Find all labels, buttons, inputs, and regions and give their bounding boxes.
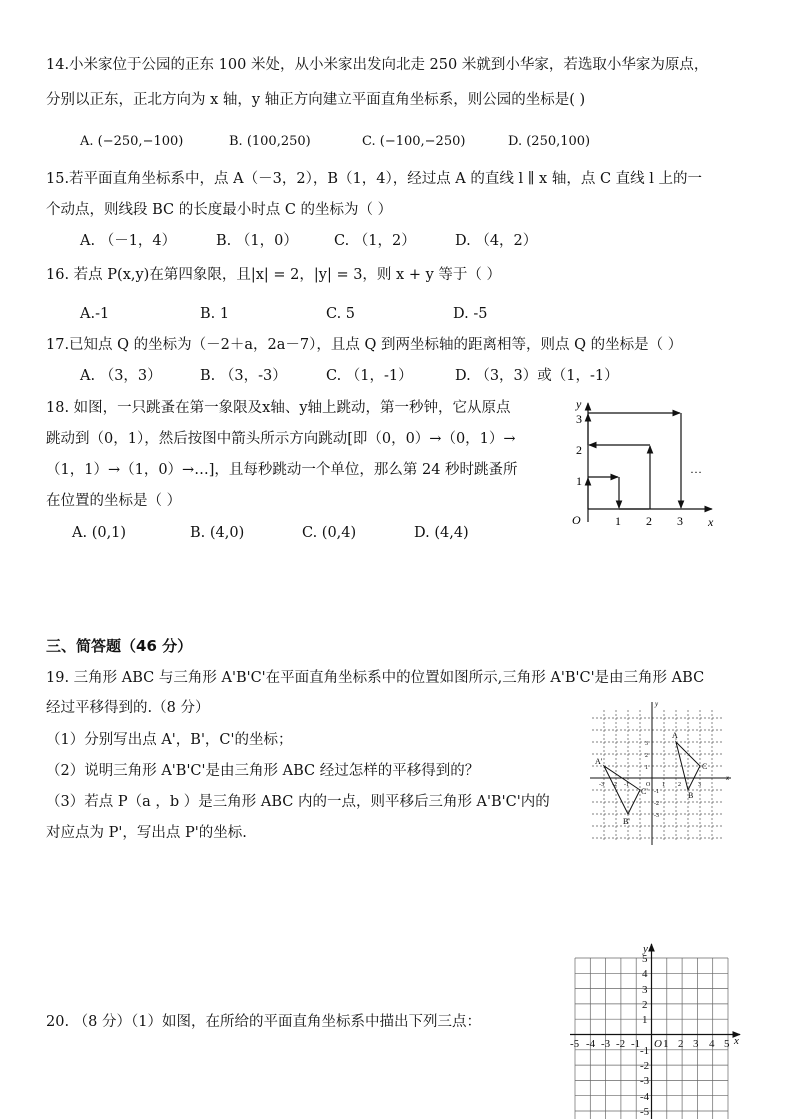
q19-label-b: B — [688, 791, 694, 800]
q16-option-d: D. -5 — [453, 306, 488, 322]
q15-option-d: D. （4，2） — [455, 233, 538, 249]
q19-y-label: y — [655, 700, 659, 708]
q20-coordinate-grid — [570, 944, 750, 1119]
q19-sub3a: （3）若点 P（a ，b ）是三角形 ABC 内的一点，则平移后三角形 A'B'C'内的 — [46, 794, 550, 810]
q19-x-tick-1: 1 — [662, 782, 665, 788]
q20-x-tick-m3: -3 — [601, 1038, 611, 1050]
q20-x-tick-m1: -1 — [631, 1038, 641, 1050]
q20-y-tick-1: 1 — [642, 1014, 648, 1026]
q15-option-a: A. （－1，4） — [80, 233, 177, 249]
q19-sub3b: 对应点为 P'，写出点 P'的坐标. — [46, 825, 247, 841]
q20-y-label: y — [643, 943, 648, 955]
q14-text-line1: 14.小米家位于公园的正东 100 米处，从小米家出发向北走 250 米就到小华家，若选取小华家为原点， — [46, 57, 709, 73]
q18-y-tick-1: 1 — [576, 474, 582, 488]
q19-y-tick-m3: -3 — [654, 813, 659, 819]
q18-option-d: D. (4,4) — [414, 525, 469, 541]
q16-option-a: A.-1 — [80, 306, 110, 322]
q17-option-d: D. （3，3）或（1，-1） — [455, 368, 619, 384]
q19-x-label: x — [726, 774, 730, 782]
q14-option-a: A. (−250,−100) — [80, 134, 184, 149]
q14-text-line2: 分别以正东，正北方向为 x 轴，y 轴正方向建立平面直角坐标系，则公园的坐标是( ) — [46, 92, 586, 108]
q19-x-tick-m2: -2 — [612, 782, 617, 788]
q19-x-tick-3: 3 — [698, 782, 701, 788]
q19-y-tick-3: 3 — [645, 741, 648, 747]
q19-label-b1: B' — [623, 817, 630, 826]
q18-jump-path — [588, 413, 681, 509]
q18-text-line2: 跳动到（0，1），然后按图中箭头所示方向跳动[即（0，0）→（0，1）→ — [46, 431, 516, 447]
q19-y-tick-1: 1 — [645, 765, 648, 771]
q14-option-d: D. (250,100) — [508, 134, 591, 149]
q20-y-tick-5: 5 — [642, 953, 648, 965]
q20-x-tick-m2: -2 — [616, 1038, 626, 1050]
q19-text-line2: 经过平移得到的.（8 分） — [46, 700, 210, 716]
q19-x-tick-2: 2 — [678, 782, 681, 788]
q19-origin: O — [646, 782, 651, 788]
q18-text-line1: 18. 如图，一只跳蚤在第一象限及x轴、y轴上跳动，第一秒钟，它从原点 — [46, 400, 511, 416]
q20-y-tick-m3: -3 — [640, 1075, 650, 1087]
q14-option-b: B. (100,250) — [229, 134, 311, 149]
q15-text-line2: 个动点，则线段 BC 的长度最小时点 C 的坐标为（ ） — [46, 202, 393, 218]
q18-origin-label: O — [572, 513, 581, 527]
q16-option-c: C. 5 — [326, 306, 356, 322]
q18-text-line4: 在位置的坐标是（ ） — [46, 493, 182, 509]
q20-y-tick-2: 2 — [642, 999, 648, 1011]
q19-label-c1: C' — [641, 787, 648, 796]
q20-y-tick-m1: -1 — [640, 1045, 650, 1057]
q20-y-tick-3: 3 — [642, 984, 648, 996]
q19-x-tick-m1: -1 — [624, 782, 629, 788]
q18-x-tick-1: 1 — [615, 514, 621, 528]
q16-text-line1: 16. 若点 P(x,y)在第四象限，且|x| = 2，|y| = 3，则 x + y 等于（ ） — [46, 267, 501, 283]
q19-y-tick-2: 2 — [645, 753, 648, 759]
q18-x-tick-3: 3 — [677, 514, 683, 528]
q18-jump-figure — [560, 397, 730, 532]
q18-ellipsis: … — [690, 462, 702, 476]
q19-y-tick-m1: -1 — [654, 789, 659, 795]
q20-y-tick-m4: -4 — [640, 1091, 650, 1103]
q20-x-tick-5: 5 — [724, 1038, 730, 1050]
q20-x-tick-m5: -5 — [570, 1038, 580, 1050]
q18-y-tick-3: 3 — [576, 412, 582, 426]
q20-x-tick-1: 1 — [663, 1038, 669, 1050]
q20-text-line1: 20. （8 分）（1）如图，在所给的平面直角坐标系中描出下列三点： — [46, 1014, 481, 1030]
section3-heading: 三、简答题（46 分） — [46, 637, 193, 655]
q20-y-tick-m5: -5 — [640, 1106, 650, 1118]
q19-y-tick-m2: -2 — [654, 801, 659, 807]
q20-y-tick-4: 4 — [642, 968, 648, 980]
q18-option-a: A. (0,1) — [72, 525, 127, 541]
q20-origin: O — [654, 1038, 662, 1050]
q20-x-tick-4: 4 — [709, 1038, 715, 1050]
q20-x-tick-m4: -4 — [586, 1038, 596, 1050]
q18-x-tick-2: 2 — [646, 514, 652, 528]
q14-option-c: C. (−100,−250) — [362, 134, 466, 149]
q18-y-label: y — [576, 397, 582, 411]
q20-y-tick-m2: -2 — [640, 1060, 650, 1072]
q17-option-b: B. （3，-3） — [200, 368, 287, 384]
q19-label-c: C — [702, 762, 708, 771]
q16-option-b: B. 1 — [200, 306, 230, 322]
q20-x-tick-3: 3 — [693, 1038, 699, 1050]
q20-x-tick-2: 2 — [678, 1038, 684, 1050]
q18-option-c: C. (0,4) — [302, 525, 357, 541]
q19-x-tick-m3: -3 — [599, 782, 604, 788]
q18-option-b: B. (4,0) — [190, 525, 245, 541]
q19-label-a: A — [672, 731, 678, 740]
q19-grid — [592, 710, 724, 842]
q18-x-label: x — [708, 515, 714, 529]
q19-sub2: （2）说明三角形 A'B'C'是由三角形 ABC 经过怎样的平移得到的？ — [46, 763, 480, 779]
q17-option-c: C. （1，-1） — [326, 368, 413, 384]
q20-x-label: x — [734, 1035, 739, 1047]
q15-option-b: B. （1，0） — [216, 233, 298, 249]
q19-label-a1: A' — [595, 757, 603, 766]
q17-text-line1: 17.已知点 Q 的坐标为（－2＋a，2a－7），且点 Q 到两坐标轴的距离相等，则点 Q 的坐标是（ ） — [46, 337, 683, 353]
q19-sub1: （1）分别写出点 A'，B'，C'的坐标； — [46, 732, 293, 748]
q15-text-line1: 15.若平面直角坐标系中，点 A（－3，2），B（1，4），经过点 A 的直线 l ∥ x 轴，点 C 直线 l 上的一 — [46, 171, 703, 187]
q19-triangle-figure — [585, 700, 735, 850]
q18-text-line3: （1，1）→（1，0）→…]，且每秒跳动一个单位，那么第 24 秒时跳蚤所 — [46, 462, 518, 478]
q17-option-a: A. （3，3） — [80, 368, 162, 384]
q19-text-line1: 19. 三角形 ABC 与三角形 A'B'C'在平面直角坐标系中的位置如图所示,三角形 A'B'C'是由三角形 ABC — [46, 670, 705, 686]
q15-option-c: C. （1，2） — [334, 233, 416, 249]
q18-y-tick-2: 2 — [576, 443, 582, 457]
